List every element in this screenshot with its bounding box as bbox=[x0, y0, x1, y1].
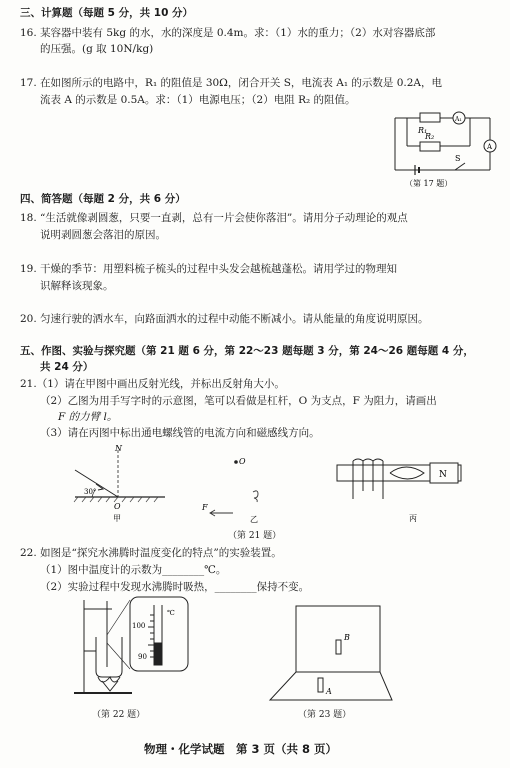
magnet-n-label: N bbox=[439, 470, 447, 480]
boiling-apparatus-figure bbox=[72, 595, 192, 705]
pen-lever-figure bbox=[198, 452, 278, 532]
fig-yi-label: 乙 bbox=[250, 515, 258, 524]
q18-line2: 说明剥圆葱会落泪的原因。 bbox=[40, 229, 166, 241]
candle-b-label: B bbox=[344, 633, 350, 642]
page-footer: 物理・化学试题 第 3 页（共 8 页） bbox=[144, 742, 338, 756]
q19-line2: 识解释该现象。 bbox=[40, 280, 114, 292]
q22-line1: 22. 如图是“探究水沸腾时温度变化的特点”的实验装置。 bbox=[20, 547, 282, 559]
reflection-figure bbox=[70, 445, 170, 525]
q21-line3: F 的力臂 l。 bbox=[58, 411, 118, 423]
fig21-caption: （第 21 题） bbox=[228, 531, 282, 541]
fig22-caption: （第 22 题） bbox=[92, 710, 146, 720]
q17-line1: 17. 在如图所示的电路中，R₁ 的阻值是 30Ω，闭合开关 S，电流表 A₁ 的示数是 0.2A，电 bbox=[20, 77, 443, 89]
point-o-label: O bbox=[114, 502, 121, 511]
solenoid-figure bbox=[335, 455, 465, 525]
r2-label: R₂ bbox=[425, 132, 435, 141]
q19-line1: 19. 干燥的季节：用塑料梳子梳头的过程中头发会越梳越蓬松。请用学过的物理知 bbox=[20, 263, 398, 275]
candle-a-label: A bbox=[326, 687, 332, 696]
q22-line3: （2）实验过程中发现水沸腾时吸热，________保持不变。 bbox=[40, 581, 310, 593]
q21-line4: （3）请在丙图中标出通电螺线管的电流方向和磁感线方向。 bbox=[40, 427, 320, 439]
fulcrum-o-label: O bbox=[239, 457, 246, 466]
section-5-line1: 五、作图、实验与探究题（第 21 题 6 分，第 22～23 题每题 3 分，第 24～26 题每题 4 分， bbox=[20, 345, 474, 357]
scale-90-label: 90 bbox=[138, 653, 147, 661]
q16-line1: 16. 某容器中装有 5kg 的水，水的深度是 0.4m。求：（1）水的重力；（2）水对容器底部 bbox=[20, 27, 436, 39]
fig17-caption: （第 17 题） bbox=[405, 179, 453, 188]
q20-line1: 20. 匀速行驶的洒水车，向路面洒水的过程中动能不断减小。请从能量的角度说明原因。 bbox=[20, 313, 429, 325]
circuit-diagram bbox=[385, 108, 500, 188]
celsius-unit-label: ℃ bbox=[167, 609, 175, 617]
ammeter-a1-label: A₁ bbox=[455, 116, 462, 123]
plane-mirror-figure bbox=[268, 602, 398, 702]
q16-line2: 的压强。(g 取 10N/kg) bbox=[40, 43, 154, 55]
angle-label: 30° bbox=[84, 488, 97, 496]
fig-jia-label: 甲 bbox=[113, 514, 121, 523]
section-4-title: 四、简答题（每题 2 分，共 6 分） bbox=[20, 193, 186, 205]
q18-line1: 18. “生活就像剥圆葱，只要一直剥，总有一片会使你落泪”。请用分子动理论的观点 bbox=[20, 212, 408, 224]
switch-label: S bbox=[455, 154, 461, 163]
r1-label: R₁ bbox=[418, 126, 428, 135]
q21-line2: （2）乙图为用手写字时的示意图，笔可以看做是杠杆，O 为支点，F 为阻力，请画出 bbox=[40, 395, 437, 407]
force-f-label: F bbox=[202, 503, 208, 512]
section-3-title: 三、计算题（每题 5 分，共 10 分） bbox=[20, 7, 194, 19]
ammeter-a-label: A bbox=[487, 143, 493, 151]
scale-100-label: 100 bbox=[132, 622, 146, 630]
fig23-caption: （第 23 题） bbox=[298, 710, 352, 720]
q22-line2: （1）图中温度计的示数为________℃。 bbox=[40, 564, 227, 576]
normal-label: N bbox=[115, 444, 122, 453]
q17-line2: 流表 A 的示数是 0.5A。求：（1）电源电压；（2）电阻 R₂ 的阻值。 bbox=[40, 94, 356, 106]
q21-line1: 21.（1）请在甲图中画出反射光线，并标出反射角大小。 bbox=[20, 378, 285, 390]
fig-bing-label: 丙 bbox=[409, 514, 417, 523]
section-5-line2: 共 24 分） bbox=[40, 361, 94, 373]
